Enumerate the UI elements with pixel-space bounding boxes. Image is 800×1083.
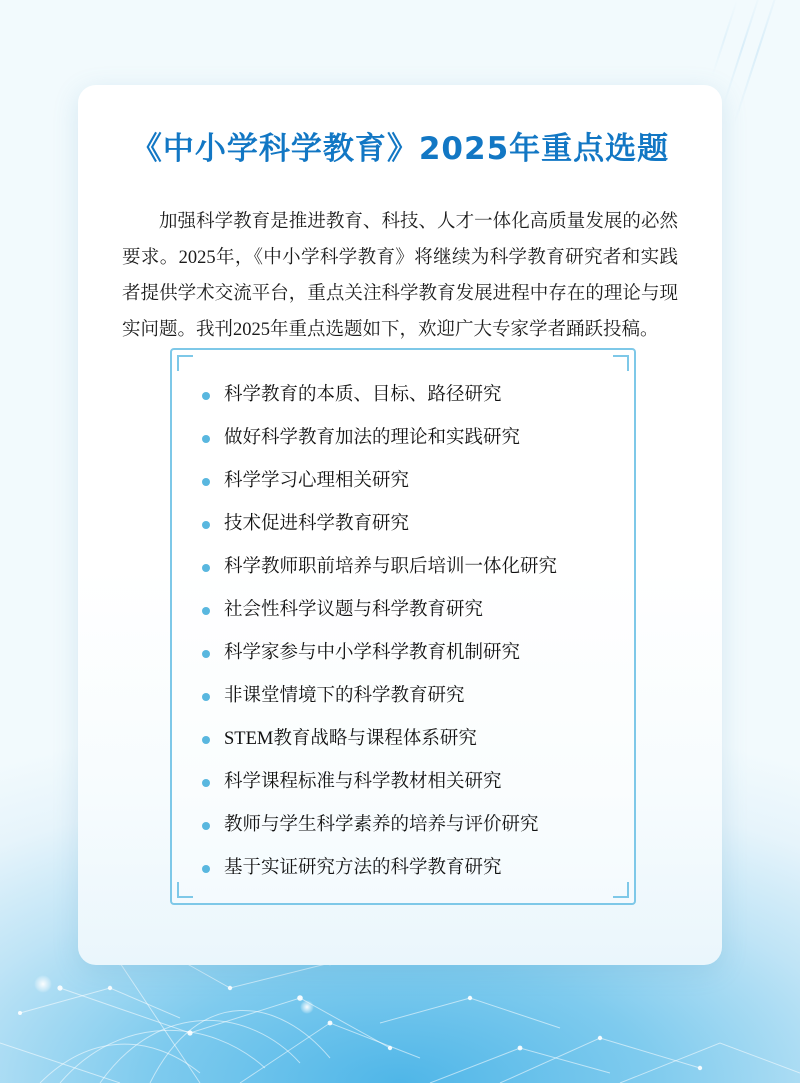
- content-card: [78, 85, 722, 965]
- bullet-icon: [202, 478, 210, 486]
- list-item-label: 基于实证研究方法的科学教育研究: [224, 858, 502, 878]
- light-streak-icon: [711, 0, 738, 76]
- list-item: [198, 460, 618, 503]
- bullet-icon: [202, 822, 210, 830]
- list-item-label: 科学教育的本质、目标、路径研究: [224, 385, 502, 405]
- bullet-icon: [202, 779, 210, 787]
- bullet-icon: [202, 865, 210, 873]
- list-item-label: 科学课程标准与科学教材相关研究: [224, 772, 502, 792]
- topic-list: [198, 374, 618, 890]
- list-item: [198, 804, 618, 847]
- list-item: [198, 718, 618, 761]
- list-item-label: STEM教育战略与课程体系研究: [224, 729, 477, 749]
- list-item: [198, 761, 618, 804]
- list-item: [198, 847, 618, 890]
- list-item: [198, 675, 618, 718]
- intro-paragraph: 加强科学教育是推进教育、科技、人才一体化高质量发展的必然要求。2025年，《中小学科学教育》将继续为科学教育研究者和实践者提供学术交流平台，重点关注科学教育发展进程中存在的理论与现实问题。我刊2025年重点选题如下，欢迎广大专家学者踊跃投稿。: [122, 211, 678, 340]
- topics-panel: [170, 348, 636, 905]
- list-item-label: 做好科学教育加法的理论和实践研究: [224, 428, 521, 448]
- list-item: [198, 589, 618, 632]
- corner-accent-icon: [177, 882, 193, 898]
- list-item-label: 科学家参与中小学科学教育机制研究: [224, 643, 521, 663]
- list-item-label: 教师与学生科学素养的培养与评价研究: [224, 815, 539, 835]
- list-item: [198, 417, 618, 460]
- page-title: 《中小学科学教育》2025年重点选题: [130, 131, 670, 167]
- list-item-label: 科学教师职前培养与职后培训一体化研究: [224, 557, 558, 577]
- list-item: [198, 503, 618, 546]
- bullet-icon: [202, 650, 210, 658]
- light-streak-icon: [734, 0, 782, 123]
- bullet-icon: [202, 736, 210, 744]
- glow-dot-icon: [34, 975, 52, 993]
- corner-accent-icon: [613, 355, 629, 371]
- glow-dot-icon: [300, 1000, 314, 1014]
- bullet-icon: [202, 564, 210, 572]
- bullet-icon: [202, 693, 210, 701]
- list-item-label: 社会性科学议题与科学教育研究: [224, 600, 484, 620]
- list-item: [198, 374, 618, 417]
- bullet-icon: [202, 521, 210, 529]
- corner-accent-icon: [177, 355, 193, 371]
- list-item-label: 非课堂情境下的科学教育研究: [224, 686, 465, 706]
- list-item-label: 技术促进科学教育研究: [224, 514, 410, 534]
- bullet-icon: [202, 435, 210, 443]
- bullet-icon: [202, 392, 210, 400]
- list-item: [198, 546, 618, 589]
- bullet-icon: [202, 607, 210, 615]
- list-item-label: 科学学习心理相关研究: [224, 471, 410, 491]
- list-item: [198, 632, 618, 675]
